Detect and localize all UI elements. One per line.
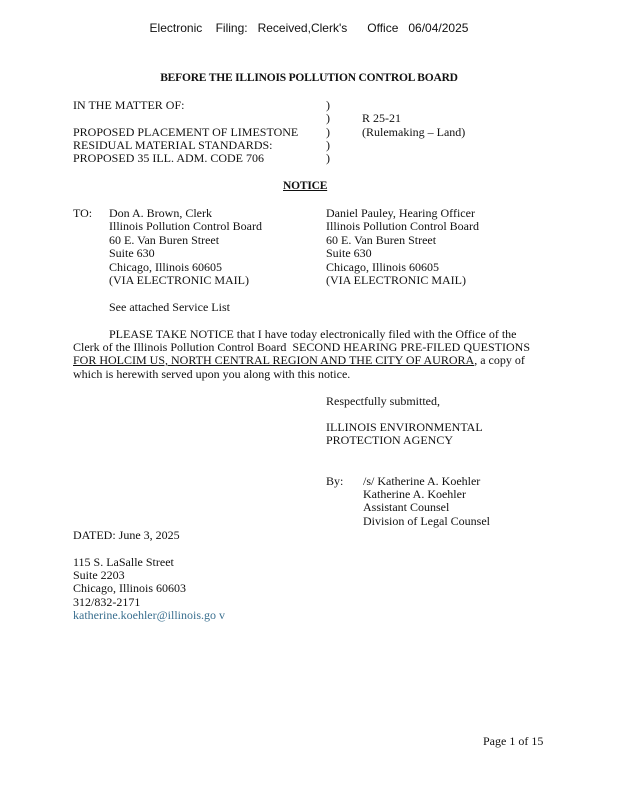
recipient-org: Illinois Pollution Control Board bbox=[109, 219, 263, 233]
recipient-org: Illinois Pollution Control Board bbox=[326, 219, 480, 233]
notice-heading: NOTICE bbox=[283, 180, 328, 192]
signatory-title: Assistant Counsel bbox=[363, 500, 450, 514]
signatory-division: Division of Legal Counsel bbox=[363, 514, 490, 528]
caption-matter-of: IN THE MATTER OF: bbox=[73, 98, 185, 112]
to-label: TO: bbox=[73, 206, 93, 220]
address-street: 115 S. LaSalle Street bbox=[73, 555, 174, 569]
board-title: BEFORE THE ILLINOIS POLLUTION CONTROL BOARD bbox=[160, 72, 458, 84]
email-link[interactable]: katherine.koehler@illinois.go v bbox=[73, 608, 226, 622]
agency-line-1: ILLINOIS ENVIRONMENTAL bbox=[326, 420, 483, 434]
recipient-city: Chicago, Illinois 60605 bbox=[109, 260, 222, 274]
agency-line-2: PROTECTION AGENCY bbox=[326, 433, 454, 447]
recipient-suite: Suite 630 bbox=[109, 246, 155, 260]
service-list-note: See attached Service List bbox=[109, 300, 230, 314]
recipient-suite: Suite 630 bbox=[326, 246, 372, 260]
body-line-1: PLEASE TAKE NOTICE that I have today electronically filed with the Office of the bbox=[109, 327, 517, 341]
address-city: Chicago, Illinois 60603 bbox=[73, 581, 186, 595]
caption-paren: ) bbox=[326, 138, 330, 152]
address-phone: 312/832-2171 bbox=[73, 595, 141, 609]
docket-type: (Rulemaking – Land) bbox=[362, 125, 466, 139]
recipient-name: Don A. Brown, Clerk bbox=[109, 206, 212, 220]
docket-number: R 25-21 bbox=[362, 111, 401, 125]
recipient-delivery: (VIA ELECTRONIC MAIL) bbox=[326, 273, 466, 287]
body-line-2-start: Clerk of the Illinois Pollution Control Board bbox=[73, 340, 287, 354]
by-label: By: bbox=[326, 474, 344, 488]
address-suite: Suite 2203 bbox=[73, 568, 125, 582]
recipient-street: 60 E. Van Buren Street bbox=[109, 233, 220, 247]
body-line-3 bbox=[73, 354, 525, 367]
caption-paren: ) bbox=[326, 98, 330, 112]
body-line-4: which is herewith served upon you along with this notice. bbox=[73, 367, 351, 381]
recipient-street: 60 E. Van Buren Street bbox=[326, 233, 437, 247]
filing-header: Electronic Filing: Received,Clerk's Office 06/04/2025 bbox=[149, 21, 469, 35]
document-title-continued: FOR HOLCIM US, NORTH CENTRAL REGION AND THE CITY OF AURORA bbox=[73, 353, 475, 367]
caption-line-3: PROPOSED 35 ILL. ADM. CODE 706 bbox=[73, 151, 265, 165]
recipient-delivery: (VIA ELECTRONIC MAIL) bbox=[109, 273, 249, 287]
signature-line: /s/ Katherine A. Koehler bbox=[363, 474, 481, 488]
caption-paren: ) bbox=[326, 111, 330, 125]
page-number: Page 1 of 15 bbox=[483, 734, 544, 748]
caption-paren: ) bbox=[326, 151, 330, 165]
closing: Respectfully submitted, bbox=[326, 394, 440, 408]
caption-line-1: PROPOSED PLACEMENT OF LIMESTONE bbox=[73, 125, 299, 139]
recipient-city: Chicago, Illinois 60605 bbox=[326, 260, 439, 274]
signatory-name: Katherine A. Koehler bbox=[363, 487, 466, 501]
caption-paren: ) bbox=[326, 125, 330, 139]
document-title: SECOND HEARING PRE-FILED QUESTIONS bbox=[292, 340, 530, 354]
caption-line-2: RESIDUAL MATERIAL STANDARDS: bbox=[73, 138, 273, 152]
dated-line: DATED: June 3, 2025 bbox=[73, 528, 180, 542]
recipient-name: Daniel Pauley, Hearing Officer bbox=[326, 206, 475, 220]
body-line-3-end: , a copy of bbox=[474, 353, 525, 367]
